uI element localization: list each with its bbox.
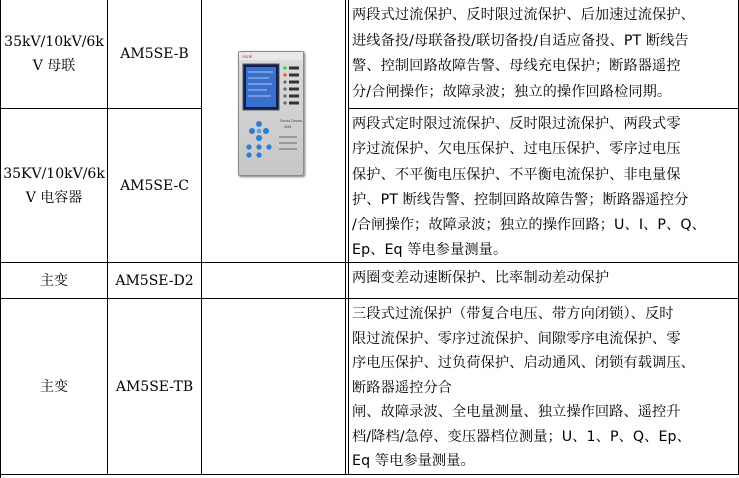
row2-desc-line: 护、PT 断线告警、控制回路故障告警；断路器遥控分 xyxy=(352,191,689,208)
table-divider-col3 xyxy=(345,0,346,474)
row4-desc-line: 序电压保护、过负荷保护、启动通风、闭锁有载调压、 xyxy=(352,355,695,371)
row1-desc-line: 进线备投/母联备投/联切备投/自适应备投、PT 断线告 xyxy=(352,32,689,49)
row4-model-cell xyxy=(108,299,201,474)
row3-model: AM5SE-D2 xyxy=(115,272,194,289)
row3-name-cell xyxy=(1,263,107,298)
row3-desc-line: 两圈变差动速断保护、比率制动差动保护 xyxy=(352,270,610,286)
row4-name-cell xyxy=(1,299,107,474)
row2-name-cell xyxy=(1,109,107,262)
row4-desc-line: 三段式过流保护（带复合电压、带方向闭锁）、反时 xyxy=(352,306,674,322)
row2-desc-line: 两段式定时限过流保护、反时限过流保护、两段式零 xyxy=(352,116,681,132)
led-indicators xyxy=(283,66,299,104)
row2-name-line1: 35KV/10kV/6k xyxy=(3,165,105,182)
row2-desc-line: /合闸操作；故障录波；独立的操作回路；U、I、P、Q、 xyxy=(352,217,706,234)
row1-desc-line: 两段式过流保护、反时限过流保护、后加速过流保护、 xyxy=(352,7,695,23)
row1-model-cell xyxy=(108,0,201,108)
row4-desc-line: Eq 等电参量测量。 xyxy=(352,453,475,469)
row2-desc-cell xyxy=(349,109,738,262)
row2-desc-line: Ep、Eq 等电参量测量。 xyxy=(352,242,508,259)
row1-desc-cell xyxy=(349,0,738,108)
row1-model: AM5SE-B xyxy=(120,46,189,62)
row1-name-cell xyxy=(1,0,107,108)
row3-desc-cell xyxy=(349,263,738,298)
table-divider-col2 xyxy=(201,0,202,474)
row2-name-line2: V 电容器 xyxy=(25,189,83,206)
row1-desc-line: 警、控制回路故障告警、母线充电保护；断路器遥控 xyxy=(352,58,681,74)
row3-name: 主变 xyxy=(40,272,68,289)
device-illustration xyxy=(239,52,303,175)
table-border-bottom xyxy=(0,474,739,475)
row4-desc-cell xyxy=(349,299,738,474)
row1-desc-line: 分/合闸操作；故障录波；独立的操作回路检同期。 xyxy=(352,83,672,100)
protection-relay-device-image xyxy=(238,51,304,176)
row2-model: AM5SE-C xyxy=(120,177,189,194)
device-label-line1: Series Device xyxy=(280,119,303,123)
row2-desc-line: 序过流保护、欠电压保护、过电压保护、零序过电压 xyxy=(352,141,681,158)
row2-desc-line: 保护、不平衡电压保护、不平衡电流保护、非电量保 xyxy=(352,166,681,183)
device-brand: Acrel xyxy=(242,54,253,59)
row4-model: AM5SE-TB xyxy=(115,378,194,395)
row1-name-line2: V 母联 xyxy=(32,58,76,74)
device-label-line2: AM5 xyxy=(284,125,292,129)
row1-name-line1: 35kV/10kV/6k xyxy=(4,34,104,50)
row3-model-cell xyxy=(108,263,201,298)
keypad xyxy=(246,121,271,158)
row4-desc-line: 闸、故障录波、全电量测量、独立操作回路、遥控升 xyxy=(352,404,681,420)
row4-desc-line: 限过流保护、零序过流保护、间隙零序电流保护、零 xyxy=(352,330,681,347)
row4-desc-line: 断路器遥控分合 xyxy=(352,379,453,396)
row4-desc-line: 档/降档/急停、变压器档位测量；U、1、P、Q、Ep、 xyxy=(352,428,691,445)
row2-model-cell xyxy=(108,109,201,262)
row4-name: 主变 xyxy=(40,378,68,395)
